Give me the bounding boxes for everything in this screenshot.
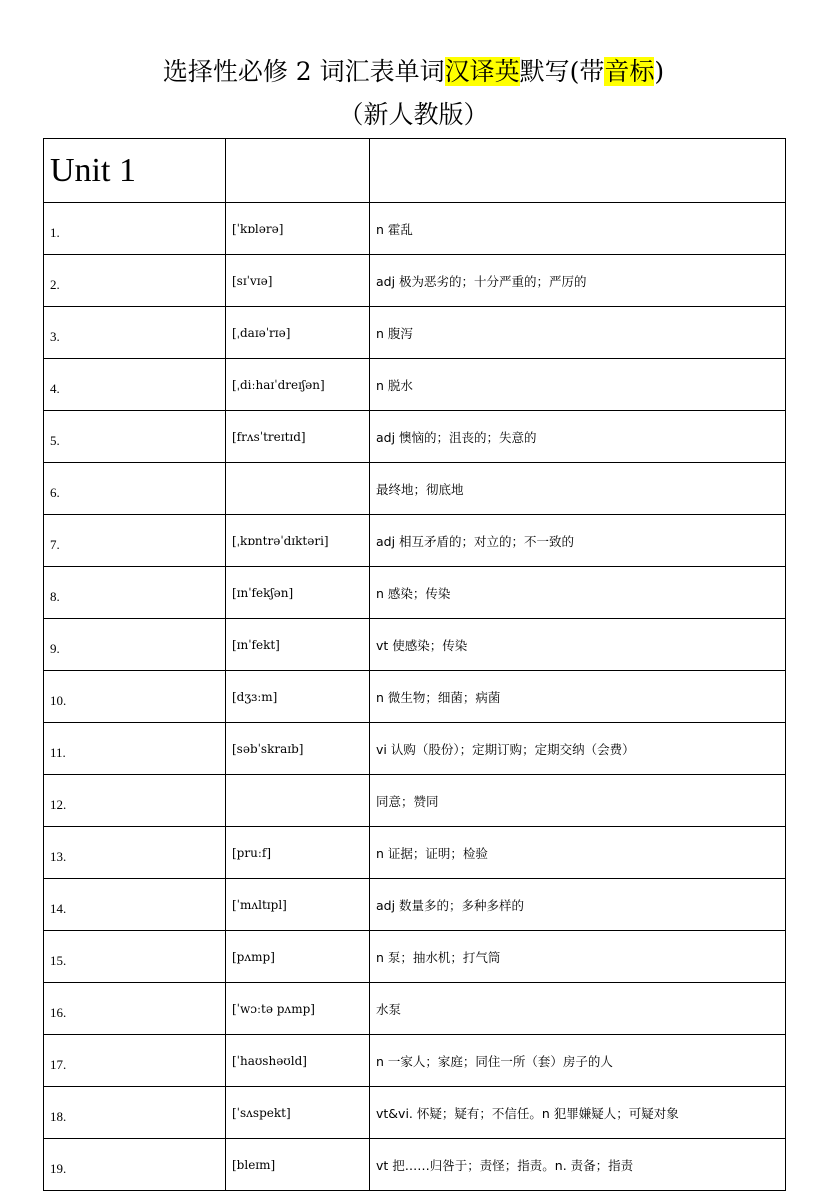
row-number: 19. [44, 1139, 226, 1191]
row-number: 14. [44, 879, 226, 931]
phonetic-transcription: [ˈsʌspekt] [226, 1087, 370, 1139]
unit-header-empty-cell [370, 139, 786, 203]
chinese-definition: 水泵 [370, 983, 786, 1035]
chinese-definition: n 脱水 [370, 359, 786, 411]
unit-label: Unit 1 [44, 139, 226, 203]
phonetic-transcription: [frʌsˈtreɪtɪd] [226, 411, 370, 463]
title-highlight-translation: 汉译英 [444, 57, 520, 86]
phonetic-transcription: [ˈwɔːtə pʌmp] [226, 983, 370, 1035]
phonetic-transcription: [ˌkɒntrəˈdɪktəri] [226, 515, 370, 567]
phonetic-transcription: [ɪnˈfekʃən] [226, 567, 370, 619]
row-number: 17. [44, 1035, 226, 1087]
vocab-row [44, 827, 786, 879]
vocab-row [44, 307, 786, 359]
vocab-row [44, 515, 786, 567]
title-text-part1: 选择性必修 2 词汇表单词 [162, 57, 445, 86]
vocab-row [44, 723, 786, 775]
row-number: 3. [44, 307, 226, 359]
phonetic-transcription: [səbˈskraɪb] [226, 723, 370, 775]
vocab-row [44, 463, 786, 515]
vocab-row [44, 619, 786, 671]
phonetic-transcription [226, 463, 370, 515]
chinese-definition: n 腹泻 [370, 307, 786, 359]
chinese-definition: n 泵；抽水机；打气筒 [370, 931, 786, 983]
chinese-definition: n 证据；证明；检验 [370, 827, 786, 879]
phonetic-transcription: [sɪˈvɪə] [226, 255, 370, 307]
vocab-row [44, 567, 786, 619]
unit-header-row [44, 139, 786, 203]
title-text-part3: ) [654, 57, 665, 86]
row-number: 5. [44, 411, 226, 463]
row-number: 9. [44, 619, 226, 671]
vocab-row [44, 879, 786, 931]
row-number: 16. [44, 983, 226, 1035]
vocab-row [44, 931, 786, 983]
chinese-definition: n 一家人；家庭；同住一所（套）房子的人 [370, 1035, 786, 1087]
chinese-definition: 最终地；彻底地 [370, 463, 786, 515]
chinese-definition: 同意；赞同 [370, 775, 786, 827]
vocab-row [44, 411, 786, 463]
phonetic-transcription: [ˈkɒlərə] [226, 203, 370, 255]
row-number: 4. [44, 359, 226, 411]
phonetic-transcription: [ˈmʌltɪpl] [226, 879, 370, 931]
vocab-row [44, 983, 786, 1035]
vocab-row [44, 1087, 786, 1139]
chinese-definition: adj 相互矛盾的；对立的；不一致的 [370, 515, 786, 567]
phonetic-transcription: [ˌdaɪəˈrɪə] [226, 307, 370, 359]
phonetic-transcription: [bleɪm] [226, 1139, 370, 1191]
chinese-definition: vt 使感染；传染 [370, 619, 786, 671]
row-number: 15. [44, 931, 226, 983]
phonetic-transcription: [dʒɜːm] [226, 671, 370, 723]
phonetic-transcription: [ɪnˈfekt] [226, 619, 370, 671]
chinese-definition: vt&vi. 怀疑；疑有；不信任。n 犯罪嫌疑人；可疑对象 [370, 1087, 786, 1139]
vocab-row [44, 671, 786, 723]
vocab-row [44, 1035, 786, 1087]
row-number: 12. [44, 775, 226, 827]
row-number: 6. [44, 463, 226, 515]
row-number: 7. [44, 515, 226, 567]
title-highlight-phonetic: 音标 [604, 57, 655, 86]
row-number: 11. [44, 723, 226, 775]
row-number: 13. [44, 827, 226, 879]
chinese-definition: n 感染；传染 [370, 567, 786, 619]
unit-header-empty-cell [226, 139, 370, 203]
row-number: 18. [44, 1087, 226, 1139]
row-number: 8. [44, 567, 226, 619]
chinese-definition: vt 把……归咎于；责怪；指责。n. 责备；指责 [370, 1139, 786, 1191]
chinese-definition: adj 数量多的；多种多样的 [370, 879, 786, 931]
phonetic-transcription: [ˈhaʊshəʊld] [226, 1035, 370, 1087]
phonetic-transcription [226, 775, 370, 827]
vocab-row [44, 203, 786, 255]
vocabulary-table [43, 138, 786, 1191]
chinese-definition: n 霍乱 [370, 203, 786, 255]
page-title [0, 56, 827, 88]
vocab-row [44, 1139, 786, 1191]
phonetic-transcription: [pruːf] [226, 827, 370, 879]
chinese-definition: n 微生物；细菌；病菌 [370, 671, 786, 723]
chinese-definition: adj 懊恼的；沮丧的；失意的 [370, 411, 786, 463]
phonetic-transcription: [ˌdiːhaɪˈdreɪʃən] [226, 359, 370, 411]
chinese-definition: vi 认购（股份）；定期订购；定期交纳（会费） [370, 723, 786, 775]
title-text-part2: 默写(带 [519, 57, 605, 86]
row-number: 10. [44, 671, 226, 723]
row-number: 1. [44, 203, 226, 255]
row-number: 2. [44, 255, 226, 307]
vocab-row [44, 255, 786, 307]
page-subtitle: （新人教版） [338, 100, 489, 129]
phonetic-transcription: [pʌmp] [226, 931, 370, 983]
vocab-row [44, 359, 786, 411]
vocab-row [44, 775, 786, 827]
chinese-definition: adj 极为恶劣的；十分严重的；严厉的 [370, 255, 786, 307]
